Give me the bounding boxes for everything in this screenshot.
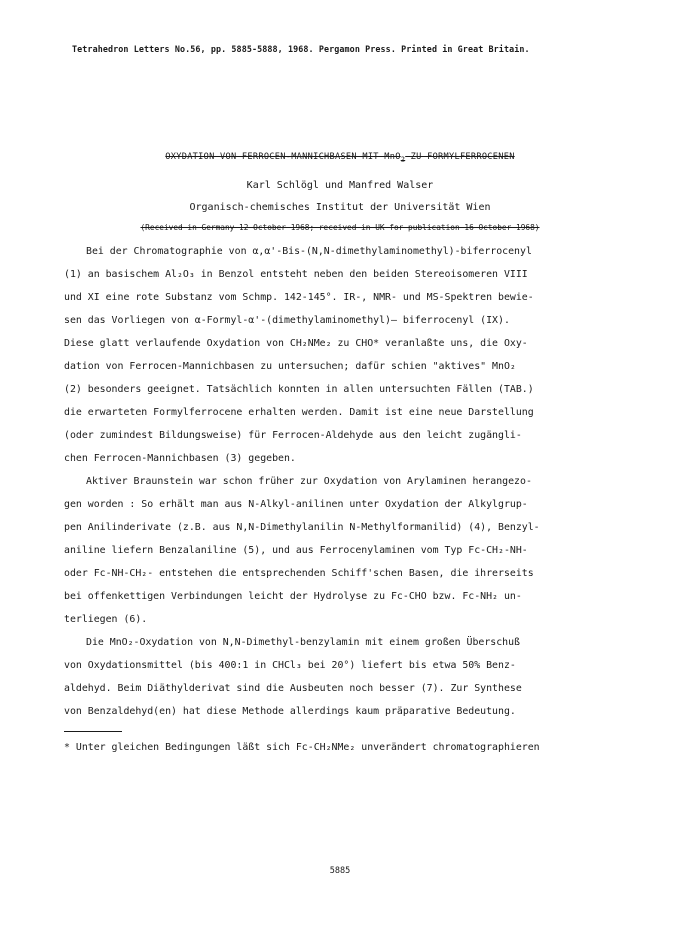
body-line: sen das Vorliegen von α-Formyl-α'-(dimethylaminomethyl)— biferrocenyl (IX). <box>64 315 510 326</box>
body-line: terliegen (6). <box>64 614 148 625</box>
body-line: dation von Ferrocen-Mannichbasen zu untersuchen; dafür schien "aktives" MnO₂ <box>64 361 516 372</box>
body-line: und XI eine rote Substanz vom Schmp. 142-145°. IR-, NMR- und MS-Spektren bewie- <box>64 292 534 303</box>
body-line: die erwarteten Formylferrocene erhalten werden. Damit ist eine neue Darstellung <box>64 407 534 418</box>
footnote-rule <box>64 731 122 732</box>
body-line: Aktiver Braunstein war schon früher zur Oxydation von Arylaminen herangezo- <box>86 476 532 487</box>
body-line: (oder zumindest Bildungsweise) für Ferrocen-Aldehyde aus den leicht zugängli- <box>64 430 522 441</box>
body-line: oder Fc-NH-CH₂- entstehen die entsprechenden Schiff'schen Basen, die ihrerseits <box>64 568 534 579</box>
title-subscript: 2 <box>400 155 406 164</box>
body-line: (1) an basischem Al₂O₃ in Benzol entsteht neben den beiden Stereoisomeren VIII <box>64 269 528 280</box>
body-line: bei offenkettigen Verbindungen leicht der Hydrolyse zu Fc-CHO bzw. Fc-NH₂ un- <box>64 591 522 602</box>
body-line: chen Ferrocen-Mannichbasen (3) gegeben. <box>64 453 296 464</box>
body-line: pen Anilinderivate (z.B. aus N,N-Dimethylanilin N-Methylformanilid) (4), Benzyl- <box>64 522 540 533</box>
received-dates: (Received in Germany 12 October 1968; received in UK for publication 16 October 1968) <box>140 223 540 232</box>
title-main: OXYDATION VON FERROCEN-MANNICHBASEN MIT MnO <box>165 152 401 162</box>
footnote: * Unter gleichen Bedingungen läßt sich Fc-CH₂NMe₂ unverändert chromatographieren <box>64 742 540 753</box>
body-line: gen worden : So erhält man aus N-Alkyl-anilinen unter Oxydation der Alkylgrup- <box>64 499 528 510</box>
body-line: Diese glatt verlaufende Oxydation von CH₂NMe₂ zu CHO* veranlaßte uns, die Oxy- <box>64 338 528 349</box>
authors: Karl Schlögl und Manfred Walser <box>246 180 434 191</box>
body-line: von Oxydationsmittel (bis 400:1 in CHCl₃ bei 20°) liefert bis etwa 50% Benz- <box>64 660 516 671</box>
body-line: (2) besonders geeignet. Tatsächlich konnten in allen untersuchten Fällen (TAB.) <box>64 384 534 395</box>
journal-header: Tetrahedron Letters No.56, pp. 5885-5888, 1968. Pergamon Press. Printed in Great Britain. <box>72 44 530 54</box>
page-number: 5885 <box>329 866 351 876</box>
body-line: von Benzaldehyd(en) hat diese Methode allerdings kaum präparative Bedeutung. <box>64 706 516 717</box>
affiliation: Organisch-chemisches Institut der Universität Wien <box>189 202 491 213</box>
body-line: aniline liefern Benzalaniline (5), und aus Ferrocenylaminen vom Typ Fc-CH₂-NH- <box>64 545 528 556</box>
body-line: Bei der Chromatographie von α,α'-Bis-(N,N-dimethylaminomethyl)-biferrocenyl <box>86 246 532 257</box>
title-end: ZU FORMYLFERROCENEN <box>405 152 515 162</box>
article-title <box>0 152 680 164</box>
body-line: Die MnO₂-Oxydation von N,N-Dimethyl-benzylamin mit einem großen Überschuß <box>86 637 521 648</box>
body-line: aldehyd. Beim Diäthylderivat sind die Ausbeuten noch besser (7). Zur Synthese <box>64 683 522 694</box>
